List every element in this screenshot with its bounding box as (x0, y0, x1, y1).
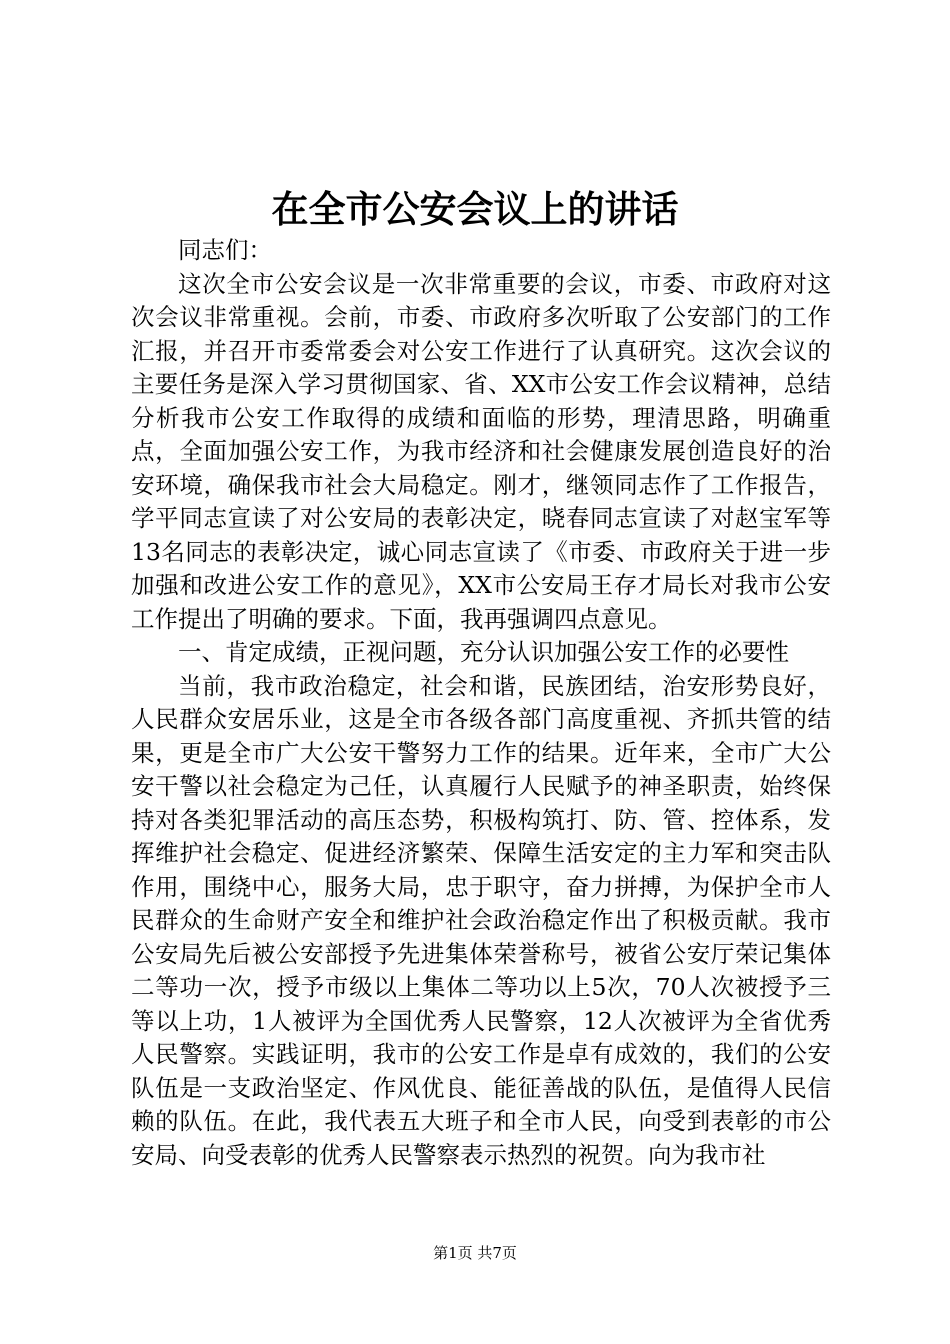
page-footer: 第1页 共7页 (433, 1244, 517, 1262)
paragraph-section-1: 当前，我市政治稳定，社会和谐，民族团结，治安形势良好，人民群众安居乐业，这是全市各级各部门高度重视、齐抓共管的结果，更是全市广大公安干警努力工作的结果。近年来，全市广大公安干警以社会稳定为己任，认真履行人民赋予的神圣职责，始终保持对各类犯罪活动的高压态势，积极构筑打、防、管、控体系，发挥维护社会稳定、促进经济繁荣、保障生活安定的主力军和突击队作用，围绕中心，服务大局，忠于职守，奋力拼搏，为保护全市人民群众的生命财产安全和维护社会政治稳定作出了积极贡献。我市公安局先后被公安部授予先进集体荣誉称号，被省公安厅荣记集体二等功一次，授予市级以上集体二等功以上5次，70人次被授予三等以上功，1人被评为全国优秀人民警察，12人次被评为全省优秀人民警察。实践证明，我市的公安工作是卓有成效的，我们的公安队伍是一支政治坚定、作风优良、能征善战的队伍，是值得人民信赖的队伍。在此，我代表五大班子和全市人民，向受到表彰的市公安局、向受表彰的优秀人民警察表示热烈的祝贺。向为我市社 (131, 671, 831, 1169)
salutation: 同志们： (178, 236, 272, 264)
paragraph-intro: 这次全市公安会议是一次非常重要的会议，市委、市政府对这次会议非常重视。会前，市委、市政府多次听取了公安部门的工作汇报，并召开市委常委会对公安工作进行了认真研究。这次会议的主要任务是深入学习贯彻国家、省、XX市公安工作会议精神，总结分析我市公安工作取得的成绩和面临的形势，理清思路，明确重点，全面加强公安工作，为我市经济和社会健康发展创造良好的治安环境，确保我市社会大局稳定。刚才，继领同志作了工作报告，学平同志宣读了对公安局的表彰决定，晓春同志宣读了对赵宝军等13名同志的表彰决定，诚心同志宣读了《市委、市政府关于进一步加强和改进公安工作的意见》，XX市公安局王存才局长对我市公安工作提出了明确的要求。下面，我再强调四点意见。 (131, 269, 831, 633)
document-body (131, 234, 831, 1172)
document-title: 在全市公安会议上的讲话 (271, 187, 679, 231)
section-heading-1: 一、肯定成绩，正视问题，充分认识加强公安工作的必要性 (178, 638, 789, 666)
